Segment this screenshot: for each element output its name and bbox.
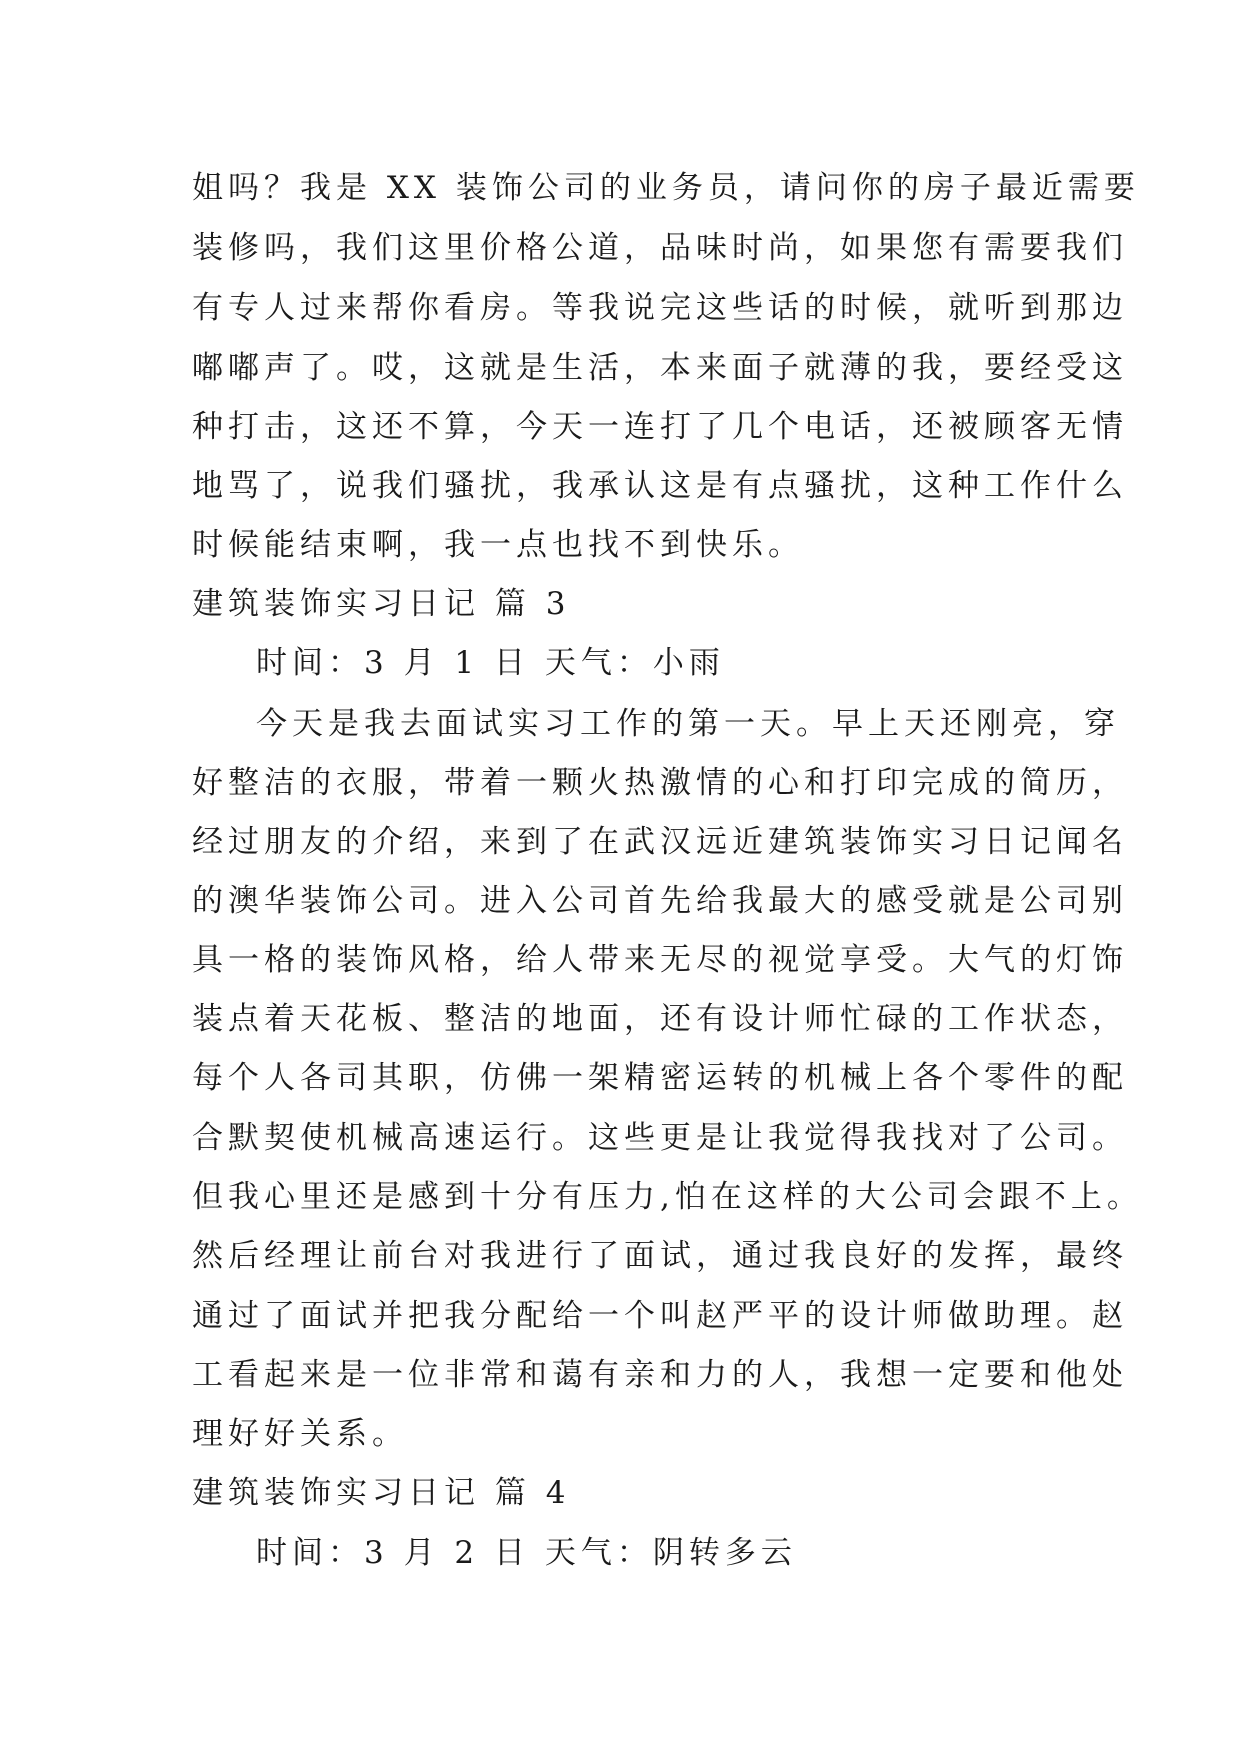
- paragraph-line: 地骂了，说我们骚扰，我承认这是有点骚扰，这种工作什么: [192, 468, 1128, 504]
- section-heading: 建筑装饰实习日记 篇 3: [192, 586, 571, 622]
- paragraph-line: 但我心里还是感到十分有压力,怕在这样的大公司会跟不上。: [192, 1179, 1143, 1215]
- paragraph-line: 的澳华装饰公司。进入公司首先给我最大的感受就是公司别: [192, 883, 1128, 919]
- paragraph-line: 装修吗，我们这里价格公道，品味时尚，如果您有需要我们: [192, 230, 1128, 266]
- date-weather-line: 时间：3 月 2 日 天气：阴转多云: [256, 1535, 797, 1571]
- paragraph-line: 理好好关系。: [192, 1416, 408, 1452]
- paragraph-line: 好整洁的衣服，带着一颗火热激情的心和打印完成的简历，: [192, 765, 1128, 801]
- paragraph-line: 通过了面试并把我分配给一个叫赵严平的设计师做助理。赵: [192, 1298, 1128, 1334]
- paragraph-line: 嘟嘟声了。哎，这就是生活，本来面子就薄的我，要经受这: [192, 350, 1128, 386]
- paragraph-line: 姐吗？我是 XX 装饰公司的业务员，请问你的房子最近需要: [192, 170, 1140, 206]
- paragraph-line: 具一格的装饰风格，给人带来无尽的视觉享受。大气的灯饰: [192, 942, 1128, 978]
- paragraph-line: 今天是我去面试实习工作的第一天。早上天还刚亮，穿: [256, 706, 1120, 742]
- paragraph-line: 时候能结束啊，我一点也找不到快乐。: [192, 527, 804, 563]
- paragraph-line: 有专人过来帮你看房。等我说完这些话的时候，就听到那边: [192, 290, 1128, 326]
- paragraph-line: 装点着天花板、整洁的地面，还有设计师忙碌的工作状态，: [192, 1001, 1128, 1037]
- paragraph-line: 然后经理让前台对我进行了面试，通过我良好的发挥，最终: [192, 1238, 1128, 1274]
- paragraph-line: 经过朋友的介绍，来到了在武汉远近建筑装饰实习日记闻名: [192, 824, 1128, 860]
- paragraph-line: 合默契使机械高速运行。这些更是让我觉得我找对了公司。: [192, 1120, 1128, 1156]
- paragraph-line: 工看起来是一位非常和蔼有亲和力的人，我想一定要和他处: [192, 1357, 1128, 1393]
- date-weather-line: 时间：3 月 1 日 天气：小雨: [256, 645, 725, 681]
- paragraph-line: 每个人各司其职，仿佛一架精密运转的机械上各个零件的配: [192, 1060, 1128, 1096]
- section-heading: 建筑装饰实习日记 篇 4: [192, 1475, 571, 1511]
- paragraph-line: 种打击，这还不算，今天一连打了几个电话，还被顾客无情: [192, 409, 1128, 445]
